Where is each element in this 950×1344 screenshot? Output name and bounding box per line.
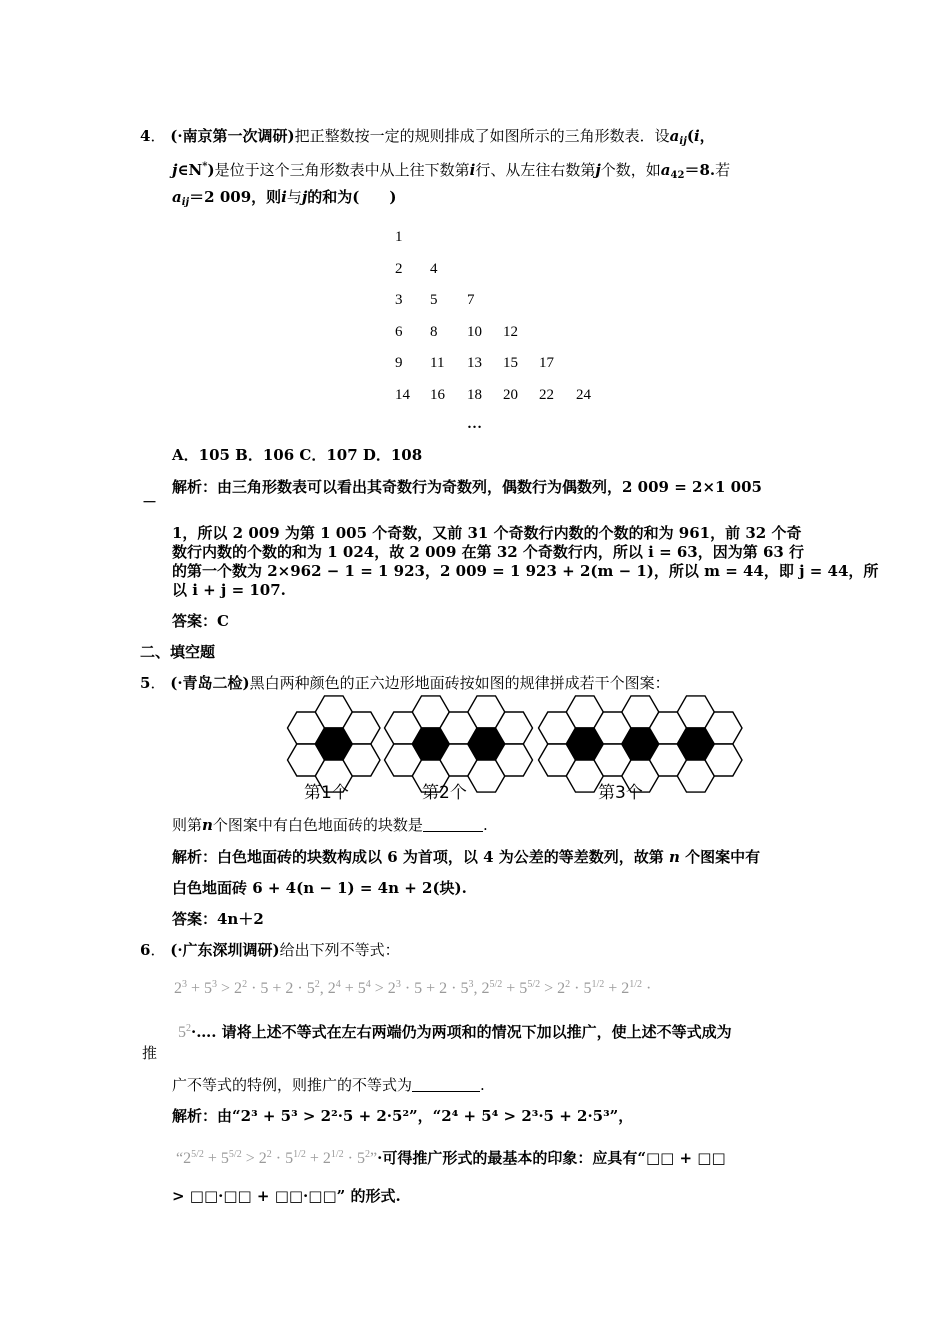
q5-analysis-line2: 白色地面砖 6 + 4(n − 1) = 4n + 2(块).	[172, 879, 467, 897]
section-heading: 二、填空题	[140, 643, 216, 661]
q6-line3: 广不等式的特例，则推广的不等式为 .	[172, 1076, 485, 1094]
triangle-cell: 17	[539, 355, 554, 371]
q4-answer: 答案：C	[172, 612, 229, 630]
q4-analysis-line4: 的第一个数为 2×962 − 1 = 1 923，2 009 = 1 923 + 2(m − 1)，所以 m = 44，即 j = 44，所	[172, 562, 879, 580]
q4-number: 4	[140, 127, 151, 145]
q5-question: 则第n个图案中有白色地面砖的块数是 .	[172, 816, 488, 834]
q6-inequalities: $2^3 + 5^3 > 2^2 \cdot 5 + 2 \cdot 5^2$, $2^4 + 5^4 > 2^3 \cdot 5 + 2 \cdot 5^3$, $2^{5/2} + 5^{5/2} > 2^2 \cdot 5^{1/2} + 2^{1/2}$ ·	[174, 979, 652, 997]
triangle-ellipsis: …	[467, 416, 482, 432]
triangle-cell: 11	[430, 355, 445, 371]
triangle-cell: 7	[467, 292, 475, 308]
q4-line1: 4． (·南京第一次调研)把正整数按一定的规则排成了如图所示的三角形数表．设$a_{ij}(i$，	[140, 127, 715, 147]
caption-2: 第2个	[422, 783, 467, 803]
q6-wrap: 推	[142, 1044, 158, 1062]
answer-blank[interactable]	[423, 817, 483, 832]
triangle-cell: 20	[503, 386, 518, 403]
triangle-cell: 8	[430, 323, 438, 340]
q6-analysis-line1: 解析：由“2³ + 5³ > 2²·5 + 2·5²”，“2⁴ + 5⁴ > 2³·5 + 2·5³”，	[172, 1107, 634, 1125]
triangle-cell: 3	[395, 292, 403, 308]
triangle-cell: 18	[467, 386, 482, 403]
triangle-cell: 2	[395, 260, 403, 277]
q4-analysis-line1: 解析：由三角形数表可以看出其奇数行为奇数列，偶数行为偶数列，2 009 = 2×1 005	[172, 478, 762, 496]
triangle-cell: 24	[576, 386, 591, 403]
q4-options: A．105 B．106 C．107 D．108	[172, 446, 423, 464]
triangle-cell: 5	[430, 292, 438, 308]
q5-answer: 答案：4n＋2	[172, 910, 264, 928]
q6-line2: $5^2\cdot\dots$. 请将上述不等式在左右两端仍为两项和的情况下加以推广，使上述不等式成为	[178, 1023, 732, 1041]
triangle-cell: 14	[395, 386, 410, 403]
q4-analysis-line3: 数行内数的个数的和为 1 024，故 2 009 在第 32 个奇数行内，所以 i = 63，因为第 63 行	[172, 543, 805, 561]
q4-source: (·南京第一次调研)	[170, 127, 295, 145]
triangle-cell: 6	[395, 323, 403, 340]
q4-dash: －	[142, 493, 158, 511]
q6-stem: 给出下列不等式：	[279, 941, 400, 959]
q6-line1: 6． (·广东深圳调研)给出下列不等式：	[140, 941, 400, 959]
triangle-cell: 22	[539, 386, 554, 403]
triangle-cell: 10	[467, 323, 482, 340]
triangle-cell: 16	[430, 386, 445, 403]
q5-line1: 5． (·青岛二检)黑白两种颜色的正六边形地面砖按如图的规律拼成若干个图案：	[140, 674, 670, 692]
q6-analysis-line2: “$2^{5/2} + 5^{5/2} > 2^2 \cdot 5^{1/2} + 2^{1/2}$ · $5^2”\cdot$可得推广形式的最基本的印象：应具有“□□ + □□	[176, 1149, 726, 1167]
q5-analysis-line1: 解析：白色地面砖的块数构成以 6 为首项，以 4 为公差的等差数列，故第 n 个图案中有	[172, 848, 761, 866]
q4-line2: j∈N*)是位于这个三角形数表中从上往下数第i行、从左往右数第j个数，如$a_{42}=8$.若	[172, 161, 731, 181]
q6-analysis-line3: > □□·□□ + □□·□□” 的形式.	[172, 1187, 401, 1205]
q4-line3: $a_{ij}=2$ 009，则i与j的和为( )	[172, 188, 397, 208]
q5-source: (·青岛二检)	[170, 674, 250, 692]
caption-1: 第1个	[304, 783, 349, 803]
q4-stem2: 是位于这个三角形数表中从上往下数第	[214, 161, 470, 179]
caption-3: 第3个	[598, 783, 643, 803]
answer-blank-2[interactable]	[412, 1077, 480, 1092]
q6-source: (·广东深圳调研)	[170, 941, 280, 959]
q4-analysis-line5: 以 i + j = 107.	[172, 581, 286, 599]
q5-stem: 黑白两种颜色的正六边形地面砖按如图的规律拼成若干个图案：	[249, 674, 670, 692]
triangle-cell: 15	[503, 355, 518, 371]
triangle-cell: 4	[430, 260, 438, 277]
triangle-cell: 1	[395, 229, 403, 245]
triangle-cell: 12	[503, 323, 518, 340]
triangle-cell: 13	[467, 355, 482, 371]
q4-stem1: 把正整数按一定的规则排成了如图所示的三角形数表．设	[294, 127, 670, 145]
q4-analysis-line2: 1，所以 2 009 为第 1 005 个奇数，又前 31 个奇数行内数的个数的和为 961，前 32 个奇	[172, 524, 802, 542]
triangle-cell: 9	[395, 355, 403, 371]
